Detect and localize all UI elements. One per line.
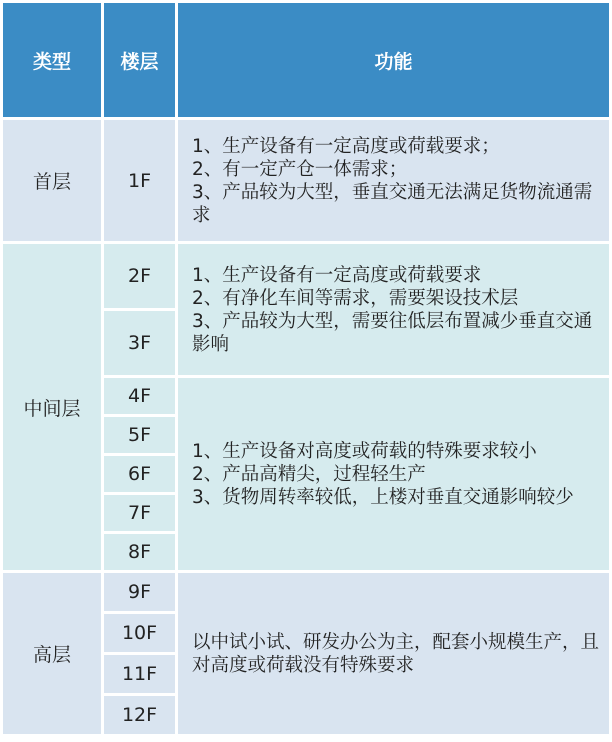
floor-cell-5f: 5F: [104, 417, 175, 453]
header-type: 类型: [3, 3, 101, 117]
function-cell-ground: [178, 120, 609, 241]
type-cell-middle: 中间层: [3, 244, 101, 570]
function-cell-middle-upper: [178, 378, 609, 570]
function-line: 以中试小试、研发办公为主，配套小规模生产，且对高度或荷载没有特殊要求: [192, 631, 600, 676]
function-line: 3、产品较为大型，需要往低层布置减少垂直交通影响: [192, 310, 593, 355]
floor-cell-11f: 11F: [104, 655, 175, 693]
table-row: [3, 244, 609, 308]
function-line: 3、产品较为大型，垂直交通无法满足货物流通需求: [192, 181, 593, 226]
type-cell-high: 高层: [3, 573, 101, 734]
floor-cell-1f: 1F: [104, 120, 175, 241]
function-line: 2、产品高精尖，过程轻生产: [192, 463, 426, 485]
header-floor: 楼层: [104, 3, 175, 117]
function-line: 2、有净化车间等需求，需要架设技术层: [192, 287, 519, 309]
function-cell-high: [178, 573, 609, 734]
floor-cell-7f: 7F: [104, 495, 175, 531]
floor-cell-9f: 9F: [104, 573, 175, 611]
floor-cell-6f: 6F: [104, 456, 175, 492]
function-line: 2、有一定产仓一体需求；: [192, 158, 408, 180]
header-function: 功能: [178, 3, 609, 117]
floor-cell-4f: 4F: [104, 378, 175, 414]
floor-cell-3f: 3F: [104, 311, 175, 375]
type-cell-ground: 首层: [3, 120, 101, 241]
function-cell-middle-lower: [178, 244, 609, 375]
floor-cell-10f: 10F: [104, 614, 175, 652]
function-line: 3、货物周转率较低，上楼对垂直交通影响较少: [192, 486, 574, 508]
table-header-row: [3, 3, 609, 117]
function-line: 1、生产设备有一定高度或荷载要求；: [192, 135, 500, 157]
floor-cell-12f: 12F: [104, 696, 175, 734]
floor-cell-8f: 8F: [104, 534, 175, 570]
function-line: 1、生产设备对高度或荷载的特殊要求较小: [192, 440, 537, 462]
table-row: [3, 120, 609, 241]
floor-cell-2f: 2F: [104, 244, 175, 308]
function-line: 1、生产设备有一定高度或荷载要求: [192, 264, 482, 286]
table-row: [3, 573, 609, 611]
